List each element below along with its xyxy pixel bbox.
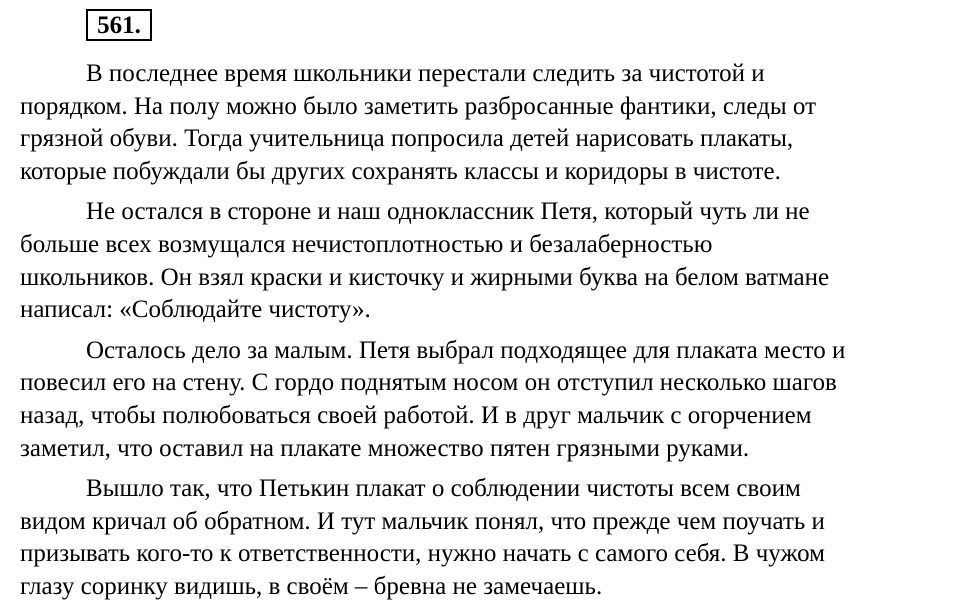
text-line: которые побуждали бы других сохранять классы и коридоры в чистоте. [20,157,781,185]
text-line: видом кричал об обратном. И тут мальчик понял, что прежде чем поучать и [20,507,825,535]
text-line: школьников. Он взял краски и кисточку и жирными буква на белом ватмане [20,263,830,291]
text-line: порядком. На полу можно было заметить разбросанные фантики, следы от [20,92,817,120]
text-line: Осталось дело за малым. Петя выбрал подходящее для плаката место и [86,336,846,364]
text-line: В последнее время школьники перестали следить за чистотой и [86,60,765,87]
text-line: заметил, что оставил на плакате множество пятен грязными руками. [20,434,750,462]
paragraph-3 [20,335,940,465]
text-line: Не остался в стороне и наш одноклассник Петя, который чуть ли не [86,198,810,226]
text-line: повесил его на стену. С гордо поднятым носом он отступил несколько шагов [20,369,837,397]
text-line: грязной обуви. Тогда учительница попросила детей нарисовать плакаты, [20,125,794,153]
exercise-number: 561. [86,9,152,41]
text-line: глазу соринку видишь, в своём – бревна не замечаешь. [20,572,603,600]
text-line: назад, чтобы полюбоваться своей работой. И в друг мальчик с огорчением [20,401,812,429]
text-line: больше всех возмущался нечистоплотностью и безалаберностью [20,230,713,258]
paragraph-1 [20,58,940,188]
exercise-text [20,58,940,612]
paragraph-2 [20,196,940,326]
paragraph-4 [20,473,940,603]
text-line: призывать кого-то к ответственности, нужно начать с самого себя. В чужом [20,540,825,568]
text-line: Вышло так, что Петькин плакат о соблюдении чистоты всем своим [86,475,801,503]
text-line: написал: «Соблюдайте чистоту». [20,296,371,324]
